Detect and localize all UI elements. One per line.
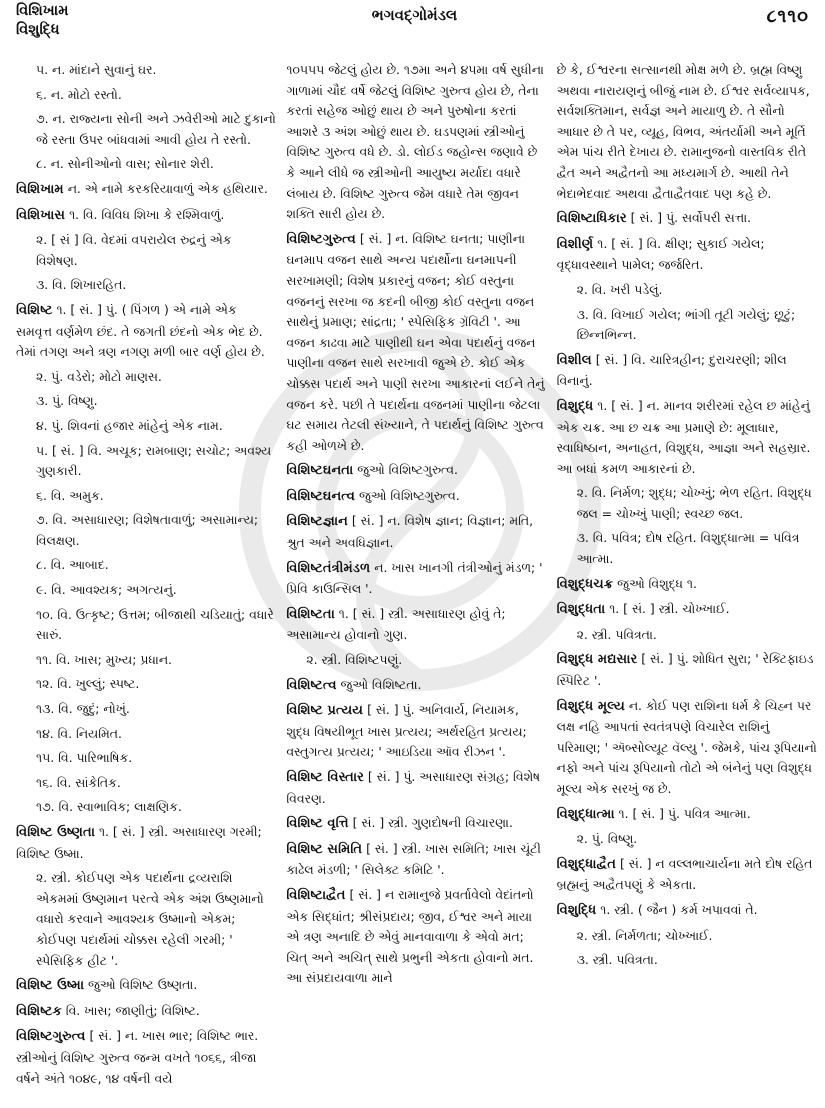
entry-sense [557,829,817,850]
entry-definition: ૬. ન. મોટો રસ્તો. [36,86,122,102]
entry-definition: ૭. વિ. અસાધારણ; વિશેષતાવાળું; અસામાન્ય; વિલક્ષણ. [36,512,259,548]
entry-definition: ૧. [ સં. ] ન. માનવ શરીરમાં રહેલ છ માંહેનું એક ચક્ર. આ છ ચક્ર આ પ્રમાણે છે: મૂલાધાર, સ્વાધિષ્ઠાન, અનાહત, વિશુદ્ધ, આજ્ઞા અને સહસ્રાર. આ બધાં કમળ આકારનાં છે. [556,397,811,476]
entry-headword: વિશિખાસ [16,207,66,223]
entry-sense [286,650,546,671]
entry-definition: જુઓ વિશિષ્ટગુરુત્વ. [358,487,460,503]
entry-definition: ૩. વિ. પવિત્ર; દોષ રહિત. વિશુદ્ધાત્મા = પવિત્ર આત્મા. [576,530,800,567]
entry-definition: [ સં. ] ન. વિશિષ્ટ ઘનતા; પાણીના ઘનમાપ વજન સાથે અન્ય પદાર્થોના ઘનમાપની સરખામણી; વિશેષ પ્રકારનું વજન; કોઈ વસ્તુના વજનનું સરખા જ કદની બીજી કોઈ વસ્તુના વજન સાથેનું પ્રમાણ; સાંદ્રતા; ' સ્પેસિફિક ગ્રૅવિટી '. આ વજન કાઢવા માટે પાણીથી ઘન એવા પદાર્થનું વજન પાણીના વજન સાથે સરખાવી જુએ છે. કોઈ એક ચોક્કસ પદાર્થ અને પાણી સરખા આકારનાં લઈને તેનું વજન કરે. પછી તે પદાર્થના વજનમાં પાણીના જેટલા ઘટ સમાય તેટલી સંખ્યાને, તે પદાર્થનું વિશિષ્ટ ગુરુત્વ કહી ઓળખે છે. [286,230,545,453]
entry-sense [16,486,276,507]
entry-definition: ૧. [ સં. ] પું. પવિત્ર આત્મા. [618,805,751,821]
column-right [557,60,817,1104]
entry-sense [16,510,276,551]
entry-sense [16,154,276,175]
entry-headword: વિશીર્ણ [556,236,594,252]
dictionary-entry [16,179,276,201]
column-left [16,60,276,1104]
entry-definition: ૬. વિ. અમુક. [36,487,104,503]
dictionary-entry [286,839,546,881]
dictionary-entry [286,700,546,763]
entry-sense [16,391,276,412]
entry-definition: [ સં. ] ન રામાનુજે પ્રવર્તાવેલો વેદાંતનો એક સિદ્ધાંત; શ્રીસંપ્રદાય; જીવ, ઈશ્વર અને માયા એ ત્રણ અનાદિ છે એવું માનવાવાળા કે એવો મત; ચિત્ અને અચિત્ સાથે પ્રભુની એકતા હોવાનો મત. આ સંપ્રદાયવાળા માને [286,886,534,986]
entry-sense [16,650,276,671]
entry-headword: વિશિષ્ટ સમિતિ [286,841,363,857]
entry-sense [557,926,817,947]
entry-definition: ૩. વિ. વિખાઈ ગયેલ; ભાંગી તૂટી ગયેલું; છૂટું; છિન્નભિન્ન. [576,306,796,343]
entry-headword: વિશિષ્ટ ઉષ્મા [16,978,85,994]
dictionary-title: ભગવદ્‍ગોમંડલ [371,6,458,24]
entry-sense [16,868,276,971]
dictionary-entry [286,229,546,457]
entry-definition: ૮. ન. સોનીઓનો વાસ; સોનાર શેરી. [36,156,214,172]
entry-headword: વિશિષ્ટ ઉષ્ણતા [16,825,96,840]
entry-headword: વિશિષ્ટ વૃત્તિ [286,816,349,832]
dictionary-entry [16,1001,276,1023]
dictionary-entry [286,511,546,553]
dictionary-entry [557,900,817,922]
dictionary-entry [557,854,817,896]
entry-headword: વિશિષ્ટઘનતા [286,463,354,479]
dictionary-entry [16,1026,276,1089]
entry-headword: વિશુદ્ધ [556,398,594,414]
entry-definition: છે કે, ઈશ્વરના સત્સાનથી મોક્ષ મળે છે. બ્રહ્મ વિષ્ણુ અથવા નારાયણનું બીજું નામ છે. ઈશ્વર સર્વવ્યાપક, સર્વશક્તિમાન, સર્વજ્ઞ અને માયાળુ છે. તે સૌનો આધાર છે તે પર, વ્યૂહ, વિભવ, અંતર્યામી અને મૂર્તિ એમ પાંચ રીતે દેખાય છે. રામાનુજનો વાસ્તવિક રીતે દ્વૈત અને અદ્વૈતનો આ મધ્યમાર્ગ છે. આથી તેને ભેદાભેદવાદ અથવા દ્વૈતાદ્વૈતવાદ પણ કહે છે. [556,62,810,201]
entry-sense [16,605,276,646]
entry-sense [16,109,276,150]
entry-headword: વિશિષ્ટ વિસ્તાર [286,770,364,785]
entry-definition: ૧. સ્ત્રી. ( જૈન ) કર્મ ખપાવવાં તે. [600,901,758,917]
entry-definition: જુઓ વિશિષ્ટતા. [340,676,422,692]
entry-definition: ૨. પું. વડેરો; મોટો માણસ. [36,368,162,384]
dictionary-entry [16,822,276,864]
entry-sense [557,625,817,646]
entry-definition: ૯. વિ. આવશ્યક; અગત્યનું. [36,582,177,598]
entry-definition: ૧૧. વિ. ખાસ; મુખ્ય; પ્રધાન. [36,651,172,667]
dictionary-entry [286,460,546,482]
dictionary-entry [557,350,817,392]
entry-definition: ૧૫. વિ. પારિભાષિક. [36,750,133,766]
entry-headword: વિશિષ્ટજ્ઞાન [286,514,348,530]
entry-definition: [ સં. ] ન વલ્લભાચાર્યના મતે દોષ રહિત બ્રહ્મનું અદ્વૈતપણું કે એકતા. [556,855,813,893]
entry-headword: વિશુદ્ધાત્મા [556,806,615,822]
entry-definition: ૧૬. વિ. સાંકેતિક. [36,774,121,790]
entry-headword: વિશિષ્ટાદ્વૈત [286,887,346,903]
entry-definition: ૧૩. વિ. જુદું; નોખું. [36,701,130,717]
entry-definition: ૪. પું. શિવનાં હજાર માંહેનું એક નામ. [36,417,223,433]
entry-definition: ૮. વિ. આબાદ. [36,557,109,573]
entry-headword: વિશુદ્ધિ [556,902,597,918]
entry-sense [557,280,817,301]
entry-sense [16,674,276,695]
entry-headword: વિશિષ્ટઘનત્વ [286,488,355,504]
entry-headword: વિશિષ્ટ [16,302,53,318]
entry-definition: [ સં. ] પું. અસાધારણ સંગ્રહ; વિશેષ વિવરણ. [286,769,541,806]
entry-headword: વિશુદ્ધતા [556,602,606,618]
entry-sense [16,230,276,271]
entry-sense [557,60,817,204]
dictionary-entry [286,767,546,809]
entry-headword: વિશુદ્ધ મદ્યસાર [556,652,638,668]
entry-definition: ૧૦. વિ. ઉત્કૃષ્ટ; ઉત્તમ; બીજાથી ચડિયાતું; વધારે સારું. [36,606,274,643]
entry-sense [16,699,276,720]
entry-definition: ૫. [ સં. ] વિ. અચૂક; રામબાણ; સચોટ; અવશ્ય ગુણકારી. [36,442,272,479]
entry-sense [16,60,276,81]
entry-definition: ૨. વિ. નિર્મળ; શુદ્ધ; ચોખ્ખું; ભેળ રહિત. વિશુદ્ધ જલ = ચોખ્ખું પાણી; સ્વચ્છ જલ. [576,485,812,521]
dictionary-columns [16,60,817,1104]
entry-definition: ૩. સ્ત્રી. પવિત્રતા. [576,952,658,968]
entry-headword: વિશુદ્ધાદ્વૈત [556,856,616,872]
entry-definition: વિ. ખાસ; જાણીતું; વિશિષ્ટ. [65,1002,200,1018]
dictionary-entry [16,975,276,997]
entry-definition: ૧૪. વિ. નિયમિત. [36,725,122,741]
dictionary-entry [16,300,276,363]
entry-definition: [ સં. ] પું. સર્વોપરી સત્તા. [630,210,752,226]
entry-definition: ન. ખાસ ખાનગી તંત્રીઓનું મંડળ; ' પ્રિવિ કાઉન્સિલ '. [286,559,543,597]
entry-headword: વિશિષ્ટગુરુત્વ [16,1029,86,1045]
entry-sense [16,748,276,769]
entry-sense [16,441,276,482]
entry-definition: [ સં. ] પું. શોધિત સુરા; ' રેક્ટિફાઇડ સ્પિરિટ '. [556,651,814,689]
dictionary-entry [557,599,817,621]
entry-sense [16,416,276,437]
entry-definition: ૧. વિ. વિવિધ શિખા કે રશ્મિવાળું. [69,206,225,222]
entry-sense [16,797,276,818]
entry-sense [557,305,817,346]
entry-sense [16,555,276,576]
entry-headword: વિશીલ [556,352,592,368]
entry-definition: ૩. પું. વિષ્ણુ. [36,393,98,409]
entry-definition: ૧. [ સં. ] પું. ( પિંગળ ) એ નામે એક સમવૃત્ત વર્ણમેળ છંદ. તે જગતી છંદનો એક ભેદ છે. તેમાં તગણ અને ત્રણ નગણ મળી બાર વર્ણ હોય છે. [16,301,265,360]
entry-definition: જુઓ વિશિષ્ટગુરુત્વ. [357,462,458,478]
entry-sense [16,275,276,296]
dictionary-entry [557,234,817,276]
entry-definition: [ સં. ] પું. અનિવાર્ય, નિયામક, શુદ્ધ વિષયીભૂત ખાસ પ્રત્યય; અર્થરહિત પ્રત્યય; વસ્તુગત્ય પ્રત્યય; ' આઇડિયા ઑવ રીઝન '. [286,702,527,760]
dictionary-entry [286,604,546,646]
entry-definition: ૧૨. વિ. ખુલ્લું; સ્પષ્ટ. [36,676,140,692]
entry-definition: ન. કોઈ પણ રાશિના ધર્મ કે ચિહ્ન પર લક્ષ નહિ આપતાં સ્વતંત્રપણે વિચારેલ રાશિનું પરિમાણ; ' ઍબ્સોલ્યૂટ વૅલ્યુ '. જેમકે, પાંચ રૂપિયાનો નફો અને પાંચ રૂપિયાનો તોટો એ બંનેનું પણ વિશુદ્ધ મૂલ્ય એક સરખું જ છે. [556,697,817,796]
entry-definition: [ સં. ] સ્ત્રી. ગુણદોષની વિચારણા. [352,815,513,831]
dictionary-entry [286,558,546,600]
entry-definition: ૧. [ સં. ] સ્ત્રી. અસાધારણ હોવું તે; અસામાન્ય હોવાનો ગુણ. [286,605,506,643]
last-headword: વિશુદ્ધિ [16,22,60,38]
entry-headword: વિશિષ્ટ પ્રત્યય [286,703,364,719]
entry-definition: ૧. [ સં. ] વિ. ક્ષીણ; સુકાઈ ગયેલ; વૃદ્ધાવસ્થાને પામેલ; જર્જરિત. [556,235,765,273]
entry-sense [557,483,817,524]
entry-definition: ૧. [ સં. ] સ્ત્રી. ચોખ્ખાઈ. [609,601,730,617]
first-headword: વિશિખામ [16,3,69,19]
dictionary-entry [286,486,546,508]
entry-headword: વિશિષ્ટક [16,1003,62,1019]
entry-sense [286,60,546,225]
entry-definition: ૫. ન. માંદાને સુવાનું ઘર. [36,62,157,77]
entry-definition: ૧. [ સં. ] સ્ત્રી. અસાધારણ ગરમી; વિશિષ્ટ ઉષ્મા. [16,824,262,861]
entry-headword: વિશિષ્ટતા [286,606,335,622]
entry-definition: [ સં. ] સ્ત્રી. ખાસ સમિતિ; ખાસ ચૂંટી કાઢેલ મંડળી; ' સિલેક્ટ કમિટિ '. [286,840,541,878]
entry-definition: જુઓ વિશિષ્ટ ઉષ્ણતા. [88,977,198,993]
dictionary-entry [286,885,546,989]
entry-headword: વિશુદ્ધચક્ર [556,576,614,592]
dictionary-entry [286,675,546,697]
entry-definition: ૨. સ્ત્રી. પવિત્રતા. [576,626,657,642]
entry-headword: વિશિખામ [16,181,64,197]
entry-definition: જુઓ વિશુદ્ધ ૧. [617,575,697,591]
entry-sense [16,85,276,106]
entry-definition: ૭. ન. રાજ્યના સોની અને ઝવેરીઓ માટે દુકાનો જે રસ્તા ઉપર બાંધવામાં આવી હોય તે રસ્તો. [36,111,276,147]
entry-definition: ૨. સ્ત્રી. નિર્મળતા; ચોખ્ખાઈ. [576,927,713,943]
dictionary-entry [557,696,817,800]
page-number: ૮૧૧૦ [766,6,809,27]
entry-sense [557,528,817,569]
entry-definition: [ સં. ] ન. ખાસ ભાર; વિશિષ્ટ ભાર. સ્ત્રીઓનું વિશિષ્ટ ગુરુત્વ જન્મ વખતે ૧૦૬૬, ત્રીજા વર્ષને અંતે ૧૦૪૯, ૧૪ વર્ષની વયે [16,1028,259,1086]
entry-sense [557,950,817,971]
page-header [16,2,813,60]
entry-definition: ૨. સ્ત્રી. કોઈપણ એક પદાર્થના દ્રવ્યરાશિ એકમમાં ઉષ્ણમાન પરત્વે એક અંશ ઉષ્ણમાનો વધારો કરવાને આવશ્યક ઉષ્માનો એકમ; કોઈપણ પદાર્થમાં ચોક્કસ રહેલી ગરમી; ' સ્પેસિફિક હીટ '. [36,870,264,968]
entry-definition: ૨. વિ. ખરી પડેલું. [576,281,663,297]
entry-definition: ૨. [ સં ] વિ. વેદમાં વપરાયેલ રુદ્રનું એક વિશેષણ. [36,232,232,268]
entry-sense [16,724,276,745]
entry-definition: ૨. સ્ત્રી. વિશિષ્ટપણું. [306,652,403,668]
entry-sense [16,773,276,794]
dictionary-entry [557,804,817,826]
dictionary-entry [286,813,546,835]
column-middle [286,60,546,1104]
entry-headword: વિશિષ્ટતંત્રીમંડળ [286,560,371,576]
entry-definition: ૨. પું. વિષ્ણુ. [576,831,638,847]
dictionary-entry [557,649,817,691]
entry-headword: વિશુદ્ધ મૂલ્ય [556,698,625,714]
entry-definition: ૩. વિ. શિખારહિત. [36,277,127,293]
entry-definition: ૧૭. વિ. સ્વાભાવિક; લાક્ષણિક. [36,799,182,815]
entry-definition: [ સં. ] વિ. ચારિત્રહીન; દુરાચરણી; શીલ વિનાનું. [556,351,787,389]
dictionary-entry [16,205,276,227]
entry-definition: [ સં. ] ન. વિશેષ જ્ઞાન; વિજ્ઞાન; મતિ, શ્રુત અને અવધિજ્ઞાન. [286,513,534,551]
entry-headword: વિશિષ્ટગુરુત્વ [286,231,356,247]
entry-sense [16,580,276,601]
dictionary-entry [557,574,817,596]
entry-headword: વિશિષ્ટત્વ [286,677,337,693]
dictionary-entry [557,208,817,230]
entry-headword: વિશિષ્ટાધિકાર [556,211,627,227]
dictionary-entry [557,396,817,479]
entry-definition: ન. એ નામે કરકરિયાવાળું એક હથિયાર. [67,180,268,196]
entry-sense [16,367,276,388]
entry-definition: ૧૦૫૫૫ જેટલું હોય છે. ૧૭મા અને ૪૫મા વર્ષ સુધીના ગાળામાં ચૌદ વર્ષે જેટલું વિશિષ્ટ ગુરુત્વ હોય છે, તેના કરતાં સહેજ ઓછું થાય છે અને પુરુષોના કરતાં આશરે ૩ અંશ ઓછું થાય છે. ઘડપણમાં સ્ત્રીઓનું વિશિષ્ટ ગુરુત્વ વધે છે. ડો. લોઈડ જહોન્સ જણાવે છે કે આને લીધે જ સ્ત્રીઓની આયુષ્ય મર્યાદા વધારે લંબાય છે. વિશિષ્ટ ગુરુત્વ જેમ વધારે તેમ જીવન શક્તિ સારી હોય છે. [286,62,544,222]
